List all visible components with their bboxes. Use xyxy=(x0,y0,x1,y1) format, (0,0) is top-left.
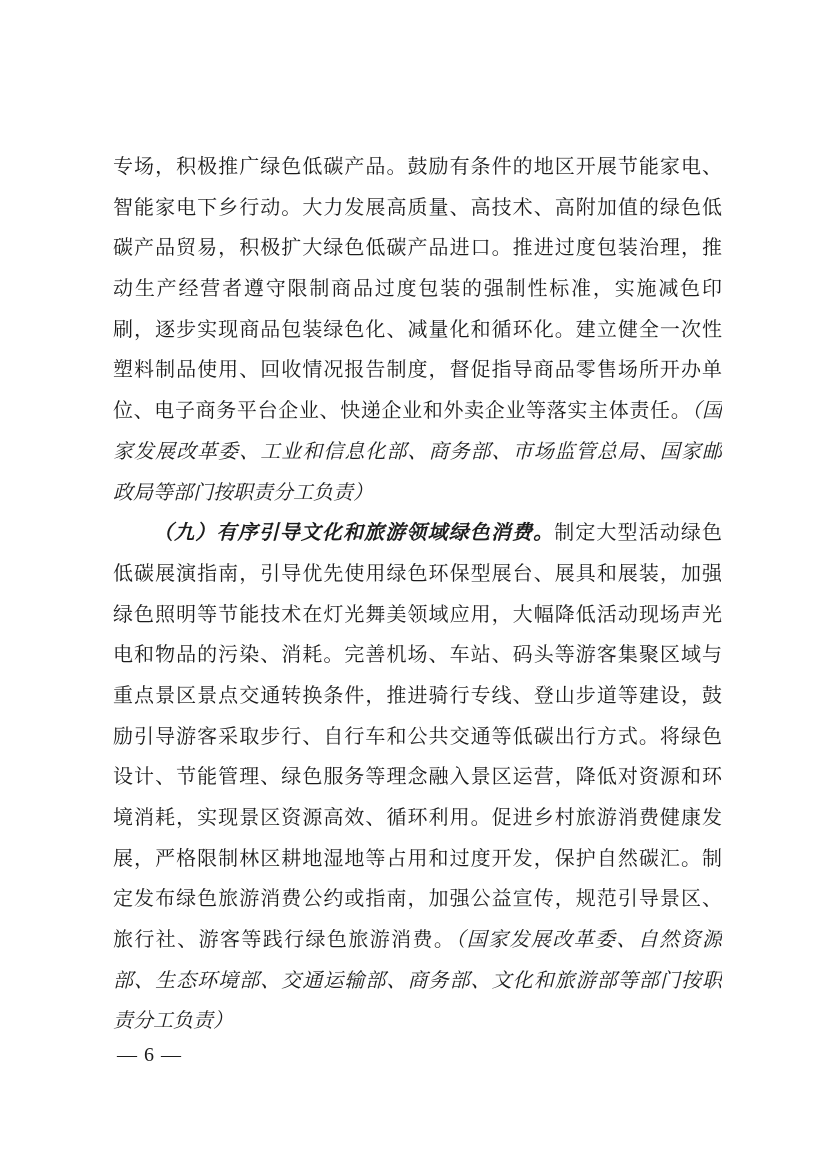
body-text: 低碳展演指南，引导优先使用绿色环保型展台、展具和展装，加强 xyxy=(113,562,722,585)
document-body xyxy=(113,147,722,1042)
body-text: 电和物品的污染、消耗。完善机场、车站、码头等游客集聚区域与 xyxy=(113,644,722,667)
text-line xyxy=(113,513,722,554)
text-line xyxy=(113,554,722,595)
text-line xyxy=(113,879,722,920)
body-text: 励引导游客采取步行、自行车和公共交通等低碳出行方式。将绿色 xyxy=(113,725,722,748)
text-line xyxy=(113,717,722,758)
text-line xyxy=(113,350,722,391)
body-text: 重点景区景点交通转换条件，推进骑行专线、登山步道等建设，鼓 xyxy=(113,684,722,707)
body-text: 专场，积极推广绿色低碳产品。鼓励有条件的地区开展节能家电、 xyxy=(113,156,722,178)
text-line xyxy=(113,391,722,432)
text-line xyxy=(113,310,722,351)
body-text: 刷，逐步实现商品包装绿色化、减量化和循环化。建立健全一次性 xyxy=(113,318,722,341)
body-text: 旅行社、游客等践行绿色旅游消费。 xyxy=(113,929,456,952)
department-attribution: （国家发展改革委、自然资源 xyxy=(455,929,722,952)
text-line xyxy=(113,147,722,188)
text-line xyxy=(113,432,722,473)
department-attribution: 政局等部门按职责分工负责） xyxy=(113,481,373,504)
text-line xyxy=(113,839,722,880)
body-text: 塑料制品使用、回收情况报告制度，督促指导商品零售场所开办单 xyxy=(113,359,722,382)
text-line xyxy=(113,676,722,717)
section-9-heading: （九）有序引导文化和旅游领域绿色消费。 xyxy=(153,522,555,545)
text-line xyxy=(113,920,722,961)
department-attribution: （国 xyxy=(691,400,722,423)
department-attribution: 部、生态环境部、交通运输部、商务部、文化和旅游部等部门按职 xyxy=(113,969,722,992)
text-line xyxy=(113,635,722,676)
body-text: 碳产品贸易，积极扩大绿色低碳产品进口。推进过度包装治理，推 xyxy=(113,237,722,260)
body-text: 智能家电下乡行动。大力发展高质量、高技术、高附加值的绿色低 xyxy=(113,196,722,219)
body-text: 设计、节能管理、绿色服务等理念融入景区运营，降低对资源和环 xyxy=(113,766,722,789)
text-line xyxy=(113,757,722,798)
body-text: 展，严格限制林区耕地湿地等占用和过度开发，保护自然碳汇。制 xyxy=(113,847,722,870)
body-text: 动生产经营者遵守限制商品过度包装的强制性标准，实施减色印 xyxy=(113,278,722,301)
department-attribution: 家发展改革委、工业和信息化部、商务部、市场监管总局、国家邮 xyxy=(113,440,722,463)
text-line xyxy=(113,228,722,269)
text-line xyxy=(113,961,722,1002)
text-line xyxy=(113,595,722,636)
text-line xyxy=(113,473,722,514)
body-text: 定发布绿色旅游消费公约或指南，加强公益宣传，规范引导景区、 xyxy=(113,888,722,911)
text-line xyxy=(113,188,722,229)
body-text: 制定大型活动绿色 xyxy=(554,522,722,545)
body-text: 绿色照明等节能技术在灯光舞美领域应用，大幅降低活动现场声光 xyxy=(113,603,722,626)
department-attribution: 责分工负责） xyxy=(113,1010,233,1033)
text-line xyxy=(113,269,722,310)
body-text: 位、电子商务平台企业、快递企业和外卖企业等落实主体责任。 xyxy=(113,400,692,423)
text-line xyxy=(113,1001,722,1042)
page-number: — 6 — xyxy=(117,1044,182,1066)
body-text: 境消耗，实现景区资源高效、循环利用。促进乡村旅游消费健康发 xyxy=(113,807,722,829)
text-line xyxy=(113,798,722,839)
